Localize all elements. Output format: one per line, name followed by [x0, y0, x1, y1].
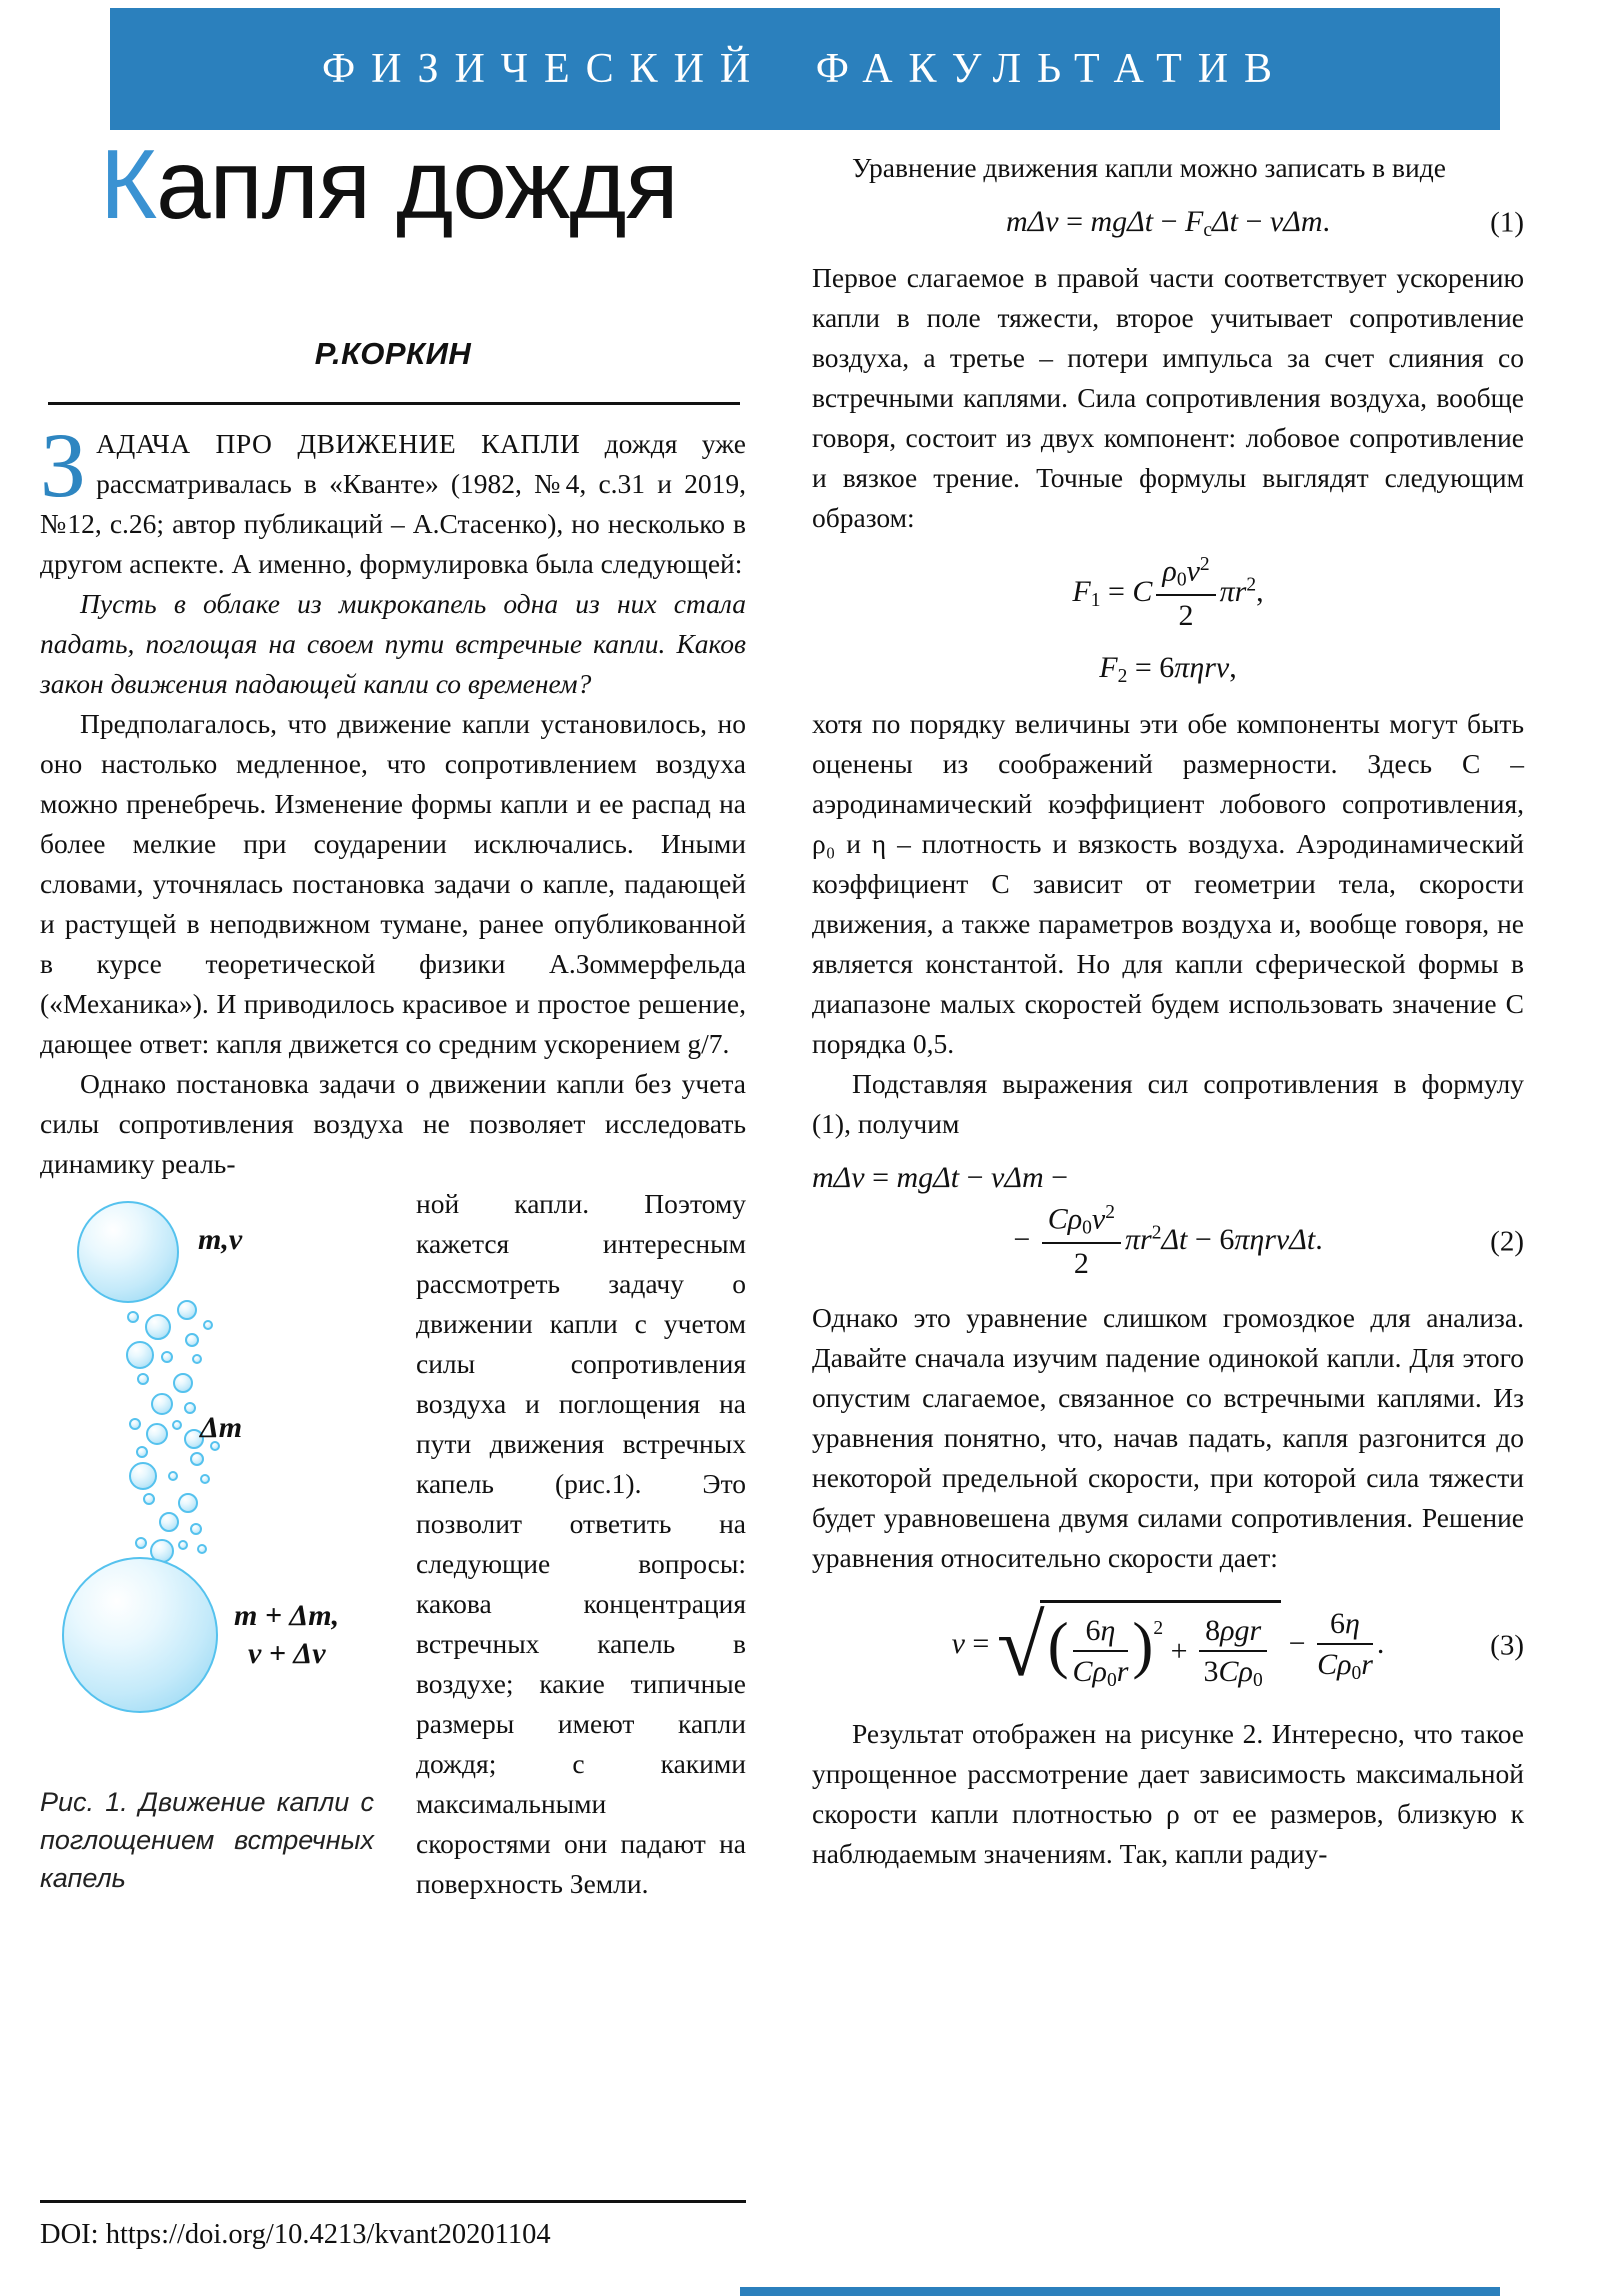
- equation-1-body: mΔv = mgΔt − FcΔt − vΔm.: [1006, 205, 1330, 241]
- page-title-rest: апля дождя: [156, 129, 678, 239]
- figure-label-m-dm: m + Δm,: [234, 1599, 340, 1632]
- large-drop-top: [78, 1202, 178, 1302]
- page-title: [100, 128, 678, 241]
- equation-1: [812, 204, 1524, 242]
- paragraph-lead: [40, 414, 747, 584]
- equation-3: [812, 1596, 1524, 1694]
- equation-2-line1-body: mΔv = mgΔt − vΔm −: [812, 1161, 1069, 1195]
- equation-viscous-force-body: F2 = 6πηrv,: [1099, 650, 1237, 687]
- paragraph-problem-statement: Пусть в облаке из микрокапель одна из них стала падать, поглощая на своем пути встречные капли. Каков закон движения падающей капли со временем?: [40, 588, 746, 699]
- paragraph-single-drop: Однако это уравнение слишком громоздкое для анализа. Давайте сначала изучим падение одинокой капли. Для этого опустим слагаемое, связанное со встречными каплями. Из уравнения понятно, что, начав падать, капля разгонится до некоторой предельной скорости, при которой сила тяжести будет уравновешена двумя силами сопротивления. Решение уравнения относительно скорости дает:: [812, 1301, 1524, 1573]
- section-banner-title: ФИЗИЧЕСКИЙ ФАКУЛЬТАТИВ: [322, 46, 1288, 92]
- right-column: [812, 148, 1524, 1874]
- left-column: [40, 414, 747, 1904]
- paragraph-assumptions: Предполагалось, что движение капли установилось, но оно настолько медленное, что сопротивлением воздуха можно пренебречь. Изменение формы капли и ее распад на более мелкие при соударении исключались. Иными словами, уточнялась постановка задачи о капле, падающей и растущей в неподвижном тумане, ранее опубликованной в курсе теоретической физики А.Зоммерфельда («Механика»). И приводилось красивое и простое решение, дающее ответ: капля движется со средним ускорением g/7.: [40, 708, 746, 1059]
- paragraph-result: Результат отображен на рисунке 2. Интересно, что такое упрощенное рассмотрение дает зависимость максимальной скорости капли плотностью ρ от ее размеров, близкую к наблюдаемым значениям. Так, капли радиу-: [812, 1718, 1524, 1870]
- figure-label-mv: m,v: [198, 1223, 243, 1256]
- equation-2-number: (2): [1490, 1225, 1524, 1258]
- figure-raindrops: [40, 1192, 402, 1897]
- paragraph-terms-explained: Первое слагаемое в правой части соответствует ускорению капли в поле тяжести, второе учитывает сопротивление воздуха, а третье – потери импульса за счет слияния со встречными каплями. Сила сопротивления воздуха, вообще говоря, состоит из двух компонент: лобовое сопротивление и вязкое трение. Точные формулы выглядят следующим образом:: [812, 262, 1524, 534]
- equation-2-line2-body: − $\frac{C\rho 0v^2}{2}$ $\pi r^2\Delta t - 6\pi\eta rv\Delta t$.: [1013, 1202, 1323, 1281]
- equation-viscous-force: [812, 650, 1524, 688]
- raindrop-illustration: [40, 1192, 402, 1754]
- doi-line: DOI: https://doi.org/10.4213/kvant20201104: [40, 2200, 746, 2251]
- paragraph-motivation-intro: Однако постановка задачи о движении капли без учета силы сопротивления воздуха не позволяет исследовать динамику реаль-: [40, 1068, 746, 1179]
- section-banner: [110, 8, 1500, 130]
- equation-3-number: (3): [1490, 1629, 1524, 1662]
- figure-label-v-dv: v + Δv: [248, 1637, 326, 1670]
- next-section-band: [740, 2287, 1500, 2296]
- equation-drag-force: [812, 554, 1524, 634]
- figure-label-dm: Δm: [200, 1411, 243, 1444]
- equation-1-number: (1): [1490, 206, 1524, 239]
- paragraph-motivation-wrapped: ной капли. Поэтому кажется интересным рассмотреть задачу о движении капли с учетом силы сопротивления воздуха и поглощения на пути движения встречных капель (рис.1). Это позволит ответить на следующие вопросы: какова концентрация встречных капель в воздухе; какие типичные размеры имеют капли дождя; с какими максимальными скоростями они падают на поверхность Земли.: [416, 1188, 746, 1899]
- author-name: Р.КОРКИН: [314, 336, 472, 371]
- large-drop-bottom: [63, 1558, 217, 1712]
- dropcap-letter: З: [40, 414, 87, 516]
- equation-2-line2: [812, 1202, 1524, 1282]
- header-divider: [48, 402, 740, 405]
- equation-2-line1: [812, 1160, 1524, 1196]
- figure-caption: Рис. 1. Движение капли с поглощением встречных капель: [40, 1787, 374, 1893]
- equation-3-body: v = √ ( $\frac{6\eta}{C\rho 0r}$ )$^2$ + $\frac{\text{8ρgr}}{3C\rho 0}$ − $\frac{6\eta}{C\rho 0r}$ .: [951, 1596, 1385, 1694]
- paragraph-lead-caps: АДАЧА ПРО ДВИЖЕНИЕ КАПЛИ: [96, 428, 581, 459]
- paragraph-lead-rest: дождя уже рассматривалась в «Кванте» (1982, №4, с.31 и 2019, №12, с.26; автор публикаций – А.Стасенко), но несколько в другом аспекте. А именно, формулировка была следующей:: [40, 428, 747, 579]
- paragraph-equation-intro: Уравнение движения капли можно записать в виде: [852, 152, 1446, 183]
- paragraph-substituting: Подставляя выражения сил сопротивления в формулу (1), получим: [812, 1068, 1524, 1140]
- equation-drag-force-body: F1 = C $\frac{\rho 0v^2}{2}$ $\pi r^2$,: [1072, 554, 1264, 633]
- paragraph-coefficients: хотя по порядку величины эти обе компоненты могут быть оценены из соображений размерности. Здесь C – аэродинамический коэффициент лобового сопротивления, ρ₀ и η – плотность и вязкость воздуха. Аэродинамический коэффициент C зависит от геометрии тела, скорости движения, а также параметров воздуха и, вообще говоря, не является константой. Но для капли сферической формы в диапазоне малых скоростей будем использовать значение C порядка 0,5.: [812, 708, 1524, 1060]
- page-title-initial: К: [100, 129, 157, 239]
